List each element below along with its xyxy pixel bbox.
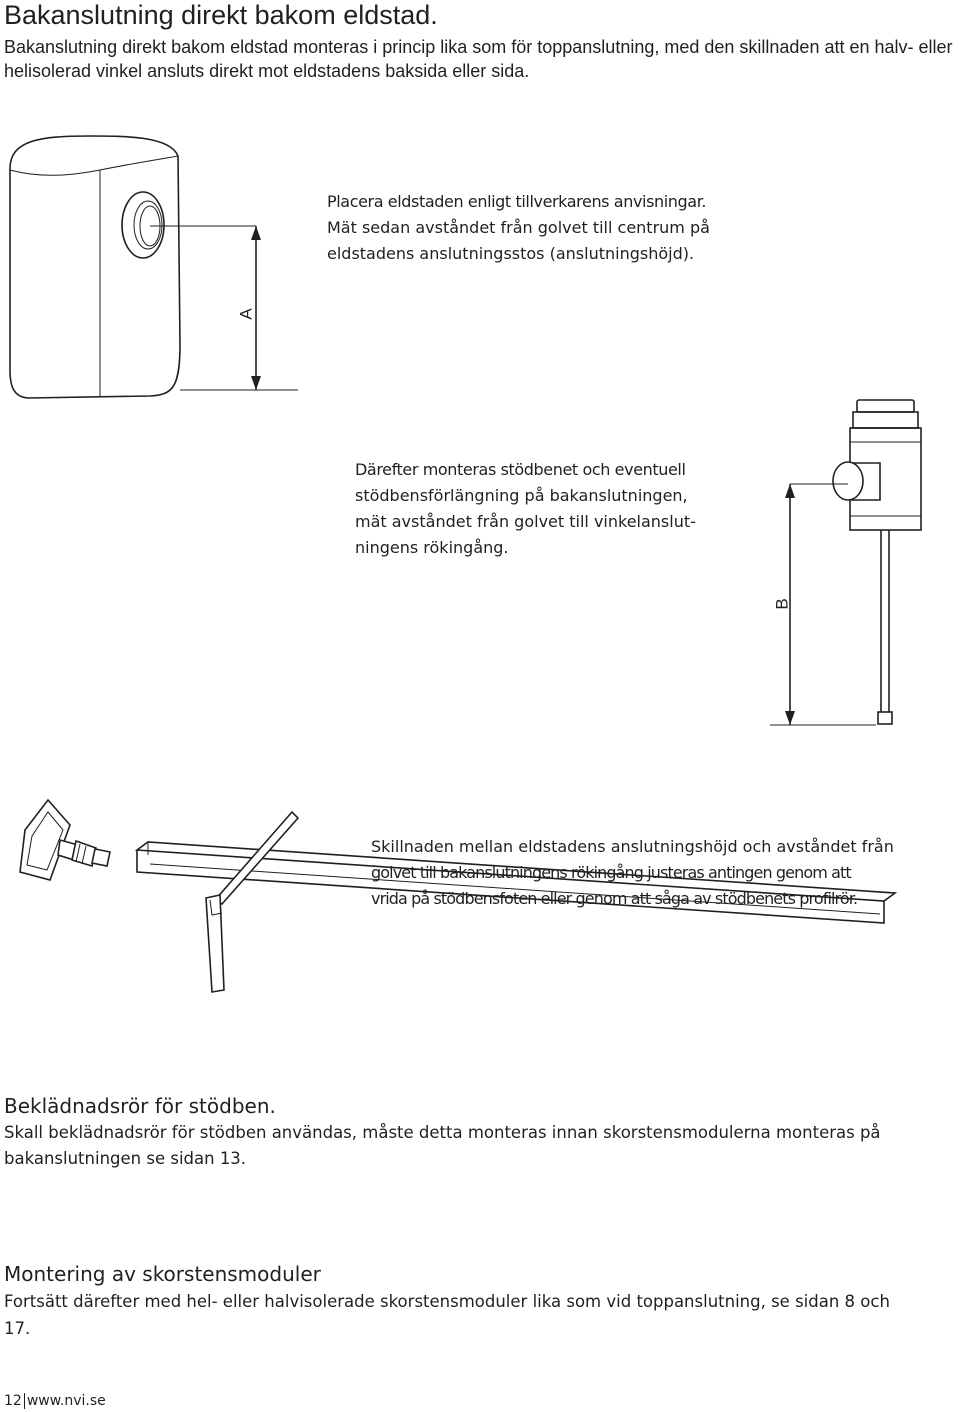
intro-paragraph: Bakanslutning direkt bakom eldstad monteras i princip lika som för toppanslutning, med den skillnaden att en halv- eller helisolerad vinkel ansluts direkt mot eldstadens baksida eller sida. — [4, 37, 953, 81]
section-2-title: Beklädnadsrör för stödben. — [4, 1094, 276, 1118]
label-a: A — [236, 308, 256, 320]
support-caption-line-1: Skillnaden mellan eldstadens anslutningshöjd och avståndet från — [371, 837, 894, 856]
stove-caption-line-2: Mät sedan avståndet från golvet till centrum på — [327, 218, 710, 237]
saw — [206, 812, 298, 992]
page-footer — [4, 1392, 106, 1410]
section-title: Bakanslutning direkt bakom eldstad. — [4, 0, 438, 30]
section-2-body-line-2: bakanslutningen se sidan 13. — [4, 1149, 247, 1168]
label-b: B — [772, 598, 792, 610]
support-caption-line-2: golvet till bakanslutningens rökingång justeras antingen genom att — [371, 863, 851, 882]
section-3-title: Montering av skorstensmoduler — [4, 1262, 321, 1286]
section-3-body-line-2: 17. — [4, 1319, 31, 1338]
support-foot — [20, 800, 110, 880]
stove-caption-line-3: eldstadens anslutningsstos (anslutningshöjd). — [327, 244, 695, 263]
section-2-body-line-1: Skall beklädnadsrör för stödben användas, måste detta monteras innan skorstensmodulerna monteras på — [4, 1123, 881, 1142]
stove-caption-line-1: Placera eldstaden enligt tillverkarens anvisningar. — [327, 192, 707, 211]
connector-caption-line-2: stödbensförlängning på bakanslutningen, — [355, 486, 688, 505]
connector-caption-line-3: mät avståndet från golvet till vinkelanslut- — [355, 512, 696, 531]
connector-caption-line-4: ningens rökingång. — [355, 538, 509, 557]
section-3-body-line-1: Fortsätt därefter med hel- eller halvisolerade skorstensmoduler lika som vid toppanslutning, se sidan 8 och — [4, 1292, 890, 1311]
page-number: 12 — [4, 1393, 25, 1409]
footer-url[interactable]: www.nvi.se — [26, 1393, 106, 1409]
support-caption-line-3: vrida på stödbensfoten eller genom att såga av stödbenets profilrör. — [371, 889, 858, 908]
connector-caption-line-1: Därefter monteras stödbenet och eventuell — [355, 460, 686, 479]
